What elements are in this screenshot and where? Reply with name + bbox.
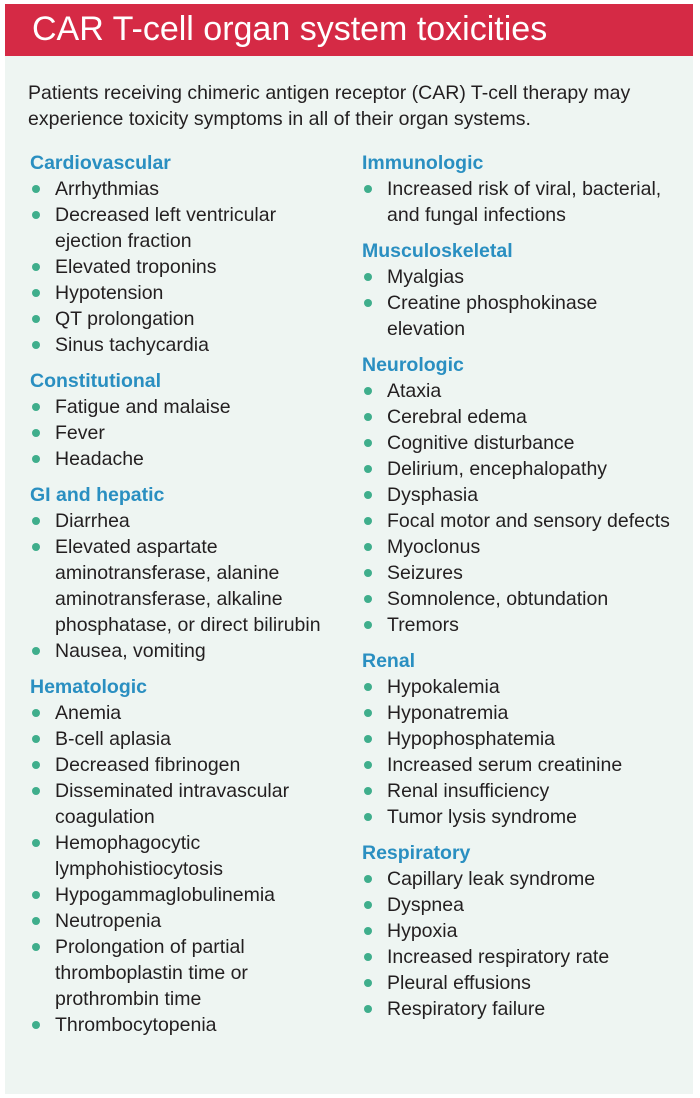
list-item — [362, 970, 672, 996]
section-renal — [362, 648, 672, 830]
bullet-icon — [32, 455, 40, 463]
list-item — [362, 430, 672, 456]
list-item-text: Increased risk of viral, bacterial, and fungal infections — [387, 178, 662, 226]
bullet-icon — [364, 413, 372, 421]
list-item — [362, 944, 672, 970]
section-heading: Musculoskeletal — [362, 240, 513, 262]
list-item-text: Somnolence, obtundation — [387, 588, 609, 610]
symptom-list — [30, 394, 340, 472]
section-heading: Renal — [362, 650, 416, 672]
list-item-text: Pleural effusions — [387, 972, 531, 994]
list-item-text: Myoclonus — [387, 536, 481, 558]
list-item — [30, 176, 340, 202]
bullet-icon — [32, 943, 40, 951]
list-item — [362, 752, 672, 778]
list-item — [362, 378, 672, 404]
section-immunologic — [362, 150, 672, 228]
bullet-icon — [364, 569, 372, 577]
list-item — [362, 560, 672, 586]
list-item — [362, 586, 672, 612]
list-item-text: Disseminated intravascular coagulation — [55, 780, 290, 828]
list-item — [30, 202, 340, 254]
bullet-icon — [364, 273, 372, 281]
list-item-text: Thrombocytopenia — [55, 1014, 217, 1036]
bullet-icon — [364, 927, 372, 935]
bullet-icon — [32, 429, 40, 437]
intro-paragraph: Patients receiving chimeric antigen receptor (CAR) T-cell therapy may experience toxicity symptoms in all of their organ systems. — [28, 82, 631, 130]
list-item-text: Headache — [55, 448, 144, 470]
list-item — [30, 908, 340, 934]
list-item-text: Elevated aspartate aminotransferase, alanine aminotransferase, alkaline phosphatase, or direct bilirubin — [55, 536, 321, 636]
list-item — [30, 534, 340, 638]
list-item — [30, 700, 340, 726]
bullet-icon — [32, 709, 40, 717]
bullet-icon — [364, 683, 372, 691]
list-item-text: Creatine phosphokinase elevation — [387, 292, 598, 340]
bullet-icon — [32, 315, 40, 323]
list-item-text: Delirium, encephalopathy — [387, 458, 608, 480]
bullet-icon — [32, 787, 40, 795]
bullet-icon — [32, 263, 40, 271]
list-item — [362, 482, 672, 508]
list-item-text: Diarrhea — [55, 510, 130, 532]
list-item — [362, 866, 672, 892]
bullet-icon — [364, 1005, 372, 1013]
bullet-icon — [364, 621, 372, 629]
list-item — [362, 804, 672, 830]
list-item — [30, 726, 340, 752]
list-item-text: Dyspnea — [387, 894, 464, 916]
list-item-text: Prolongation of partial thromboplastin time or prothrombin time — [55, 936, 248, 1010]
list-item-text: Elevated troponins — [55, 256, 217, 278]
list-item — [362, 726, 672, 752]
section-respiratory — [362, 840, 672, 1022]
list-item-text: Hypogammaglobulinemia — [55, 884, 276, 906]
page-title: CAR T-cell organ system toxicities — [32, 10, 548, 48]
list-item — [30, 638, 340, 664]
bullet-icon — [364, 595, 372, 603]
list-item-text: Nausea, vomiting — [55, 640, 206, 662]
symptom-list — [362, 378, 672, 638]
list-item — [362, 918, 672, 944]
bullet-icon — [364, 185, 372, 193]
symptom-list — [362, 264, 672, 342]
list-item — [30, 508, 340, 534]
list-item-text: Hemophagocytic lymphohistiocytosis — [55, 832, 223, 880]
bullet-icon — [32, 517, 40, 525]
list-item — [30, 752, 340, 778]
bullet-icon — [364, 735, 372, 743]
bullet-icon — [364, 465, 372, 473]
list-item — [362, 456, 672, 482]
bullet-icon — [32, 403, 40, 411]
bullet-icon — [32, 761, 40, 769]
title-bar — [5, 4, 693, 56]
list-item-text: Cognitive disturbance — [387, 432, 575, 454]
list-item — [30, 332, 340, 358]
list-item — [30, 934, 340, 1012]
section-gi-and-hepatic — [30, 482, 340, 664]
bullet-icon — [32, 839, 40, 847]
bullet-icon — [32, 211, 40, 219]
bullet-icon — [32, 289, 40, 297]
bullet-icon — [32, 543, 40, 551]
list-item-text: Seizures — [387, 562, 463, 584]
bullet-icon — [364, 299, 372, 307]
list-item-text: Decreased fibrinogen — [55, 754, 241, 776]
list-item-text: QT prolongation — [55, 308, 195, 330]
bullet-icon — [32, 647, 40, 655]
list-item-text: Hyponatremia — [387, 702, 509, 724]
list-item-text: Sinus tachycardia — [55, 334, 209, 356]
bullet-icon — [364, 953, 372, 961]
section-heading: GI and hepatic — [30, 484, 165, 506]
symptom-list — [30, 700, 340, 1038]
list-item — [30, 446, 340, 472]
bullet-icon — [364, 979, 372, 987]
bullet-icon — [364, 761, 372, 769]
list-item-text: Neutropenia — [55, 910, 162, 932]
list-item — [362, 892, 672, 918]
bullet-icon — [364, 387, 372, 395]
bullet-icon — [364, 875, 372, 883]
list-item-text: Increased respiratory rate — [387, 946, 610, 968]
symptom-list — [30, 508, 340, 664]
section-heading: Immunologic — [362, 152, 484, 174]
bullet-icon — [32, 1021, 40, 1029]
list-item-text: Cerebral edema — [387, 406, 527, 428]
list-item-text: Capillary leak syndrome — [387, 868, 596, 890]
list-item-text: B-cell aplasia — [55, 728, 171, 750]
list-item — [30, 830, 340, 882]
section-constitutional — [30, 368, 340, 472]
list-item-text: Ataxia — [387, 380, 442, 402]
list-item — [362, 176, 672, 228]
section-heading: Respiratory — [362, 842, 471, 864]
bullet-icon — [32, 917, 40, 925]
list-item — [30, 778, 340, 830]
list-item — [362, 534, 672, 560]
symptom-list — [362, 866, 672, 1022]
section-hematologic — [30, 674, 340, 1038]
list-item — [30, 1012, 340, 1038]
list-item — [30, 254, 340, 280]
list-item-text: Dysphasia — [387, 484, 479, 506]
symptom-list — [362, 674, 672, 830]
list-item — [362, 290, 672, 342]
bullet-icon — [32, 891, 40, 899]
section-heading: Cardiovascular — [30, 152, 171, 174]
bullet-icon — [364, 439, 372, 447]
bullet-icon — [32, 341, 40, 349]
bullet-icon — [364, 517, 372, 525]
list-item-text: Hypokalemia — [387, 676, 500, 698]
bullet-icon — [364, 709, 372, 717]
section-neurologic — [362, 352, 672, 638]
list-item-text: Tremors — [387, 614, 459, 636]
list-item-text: Fever — [55, 422, 105, 444]
list-item — [30, 306, 340, 332]
bullet-icon — [364, 543, 372, 551]
section-musculoskeletal — [362, 238, 672, 342]
list-item — [30, 394, 340, 420]
symptom-list — [30, 176, 340, 358]
bullet-icon — [364, 787, 372, 795]
section-heading: Neurologic — [362, 354, 464, 376]
list-item — [362, 674, 672, 700]
bullet-icon — [364, 813, 372, 821]
list-item-text: Focal motor and sensory defects — [387, 510, 670, 532]
list-item — [30, 420, 340, 446]
list-item-text: Hypotension — [55, 282, 164, 304]
bullet-icon — [364, 901, 372, 909]
bullet-icon — [364, 491, 372, 499]
list-item — [362, 264, 672, 290]
section-heading: Constitutional — [30, 370, 162, 392]
list-item — [362, 508, 672, 534]
list-item-text: Fatigue and malaise — [55, 396, 231, 418]
list-item — [362, 996, 672, 1022]
list-item — [362, 404, 672, 430]
list-item-text: Respiratory failure — [387, 998, 546, 1020]
list-item-text: Hypophosphatemia — [387, 728, 556, 750]
list-item-text: Renal insufficiency — [387, 780, 550, 802]
section-cardiovascular — [30, 150, 340, 358]
list-item-text: Decreased left ventricular ejection fraction — [55, 204, 277, 252]
section-heading: Hematologic — [30, 676, 148, 698]
list-item — [30, 882, 340, 908]
list-item-text: Arrhythmias — [55, 178, 160, 200]
list-item — [362, 778, 672, 804]
bullet-icon — [32, 735, 40, 743]
list-item — [362, 612, 672, 638]
list-item-text: Hypoxia — [387, 920, 458, 942]
bullet-icon — [32, 185, 40, 193]
left-column — [30, 150, 340, 1038]
list-item-text: Tumor lysis syndrome — [387, 806, 577, 828]
list-item — [30, 280, 340, 306]
list-item-text: Anemia — [55, 702, 122, 724]
list-item — [362, 700, 672, 726]
symptom-list — [362, 176, 672, 228]
right-column — [362, 150, 672, 1022]
list-item-text: Myalgias — [387, 266, 464, 288]
list-item-text: Increased serum creatinine — [387, 754, 623, 776]
